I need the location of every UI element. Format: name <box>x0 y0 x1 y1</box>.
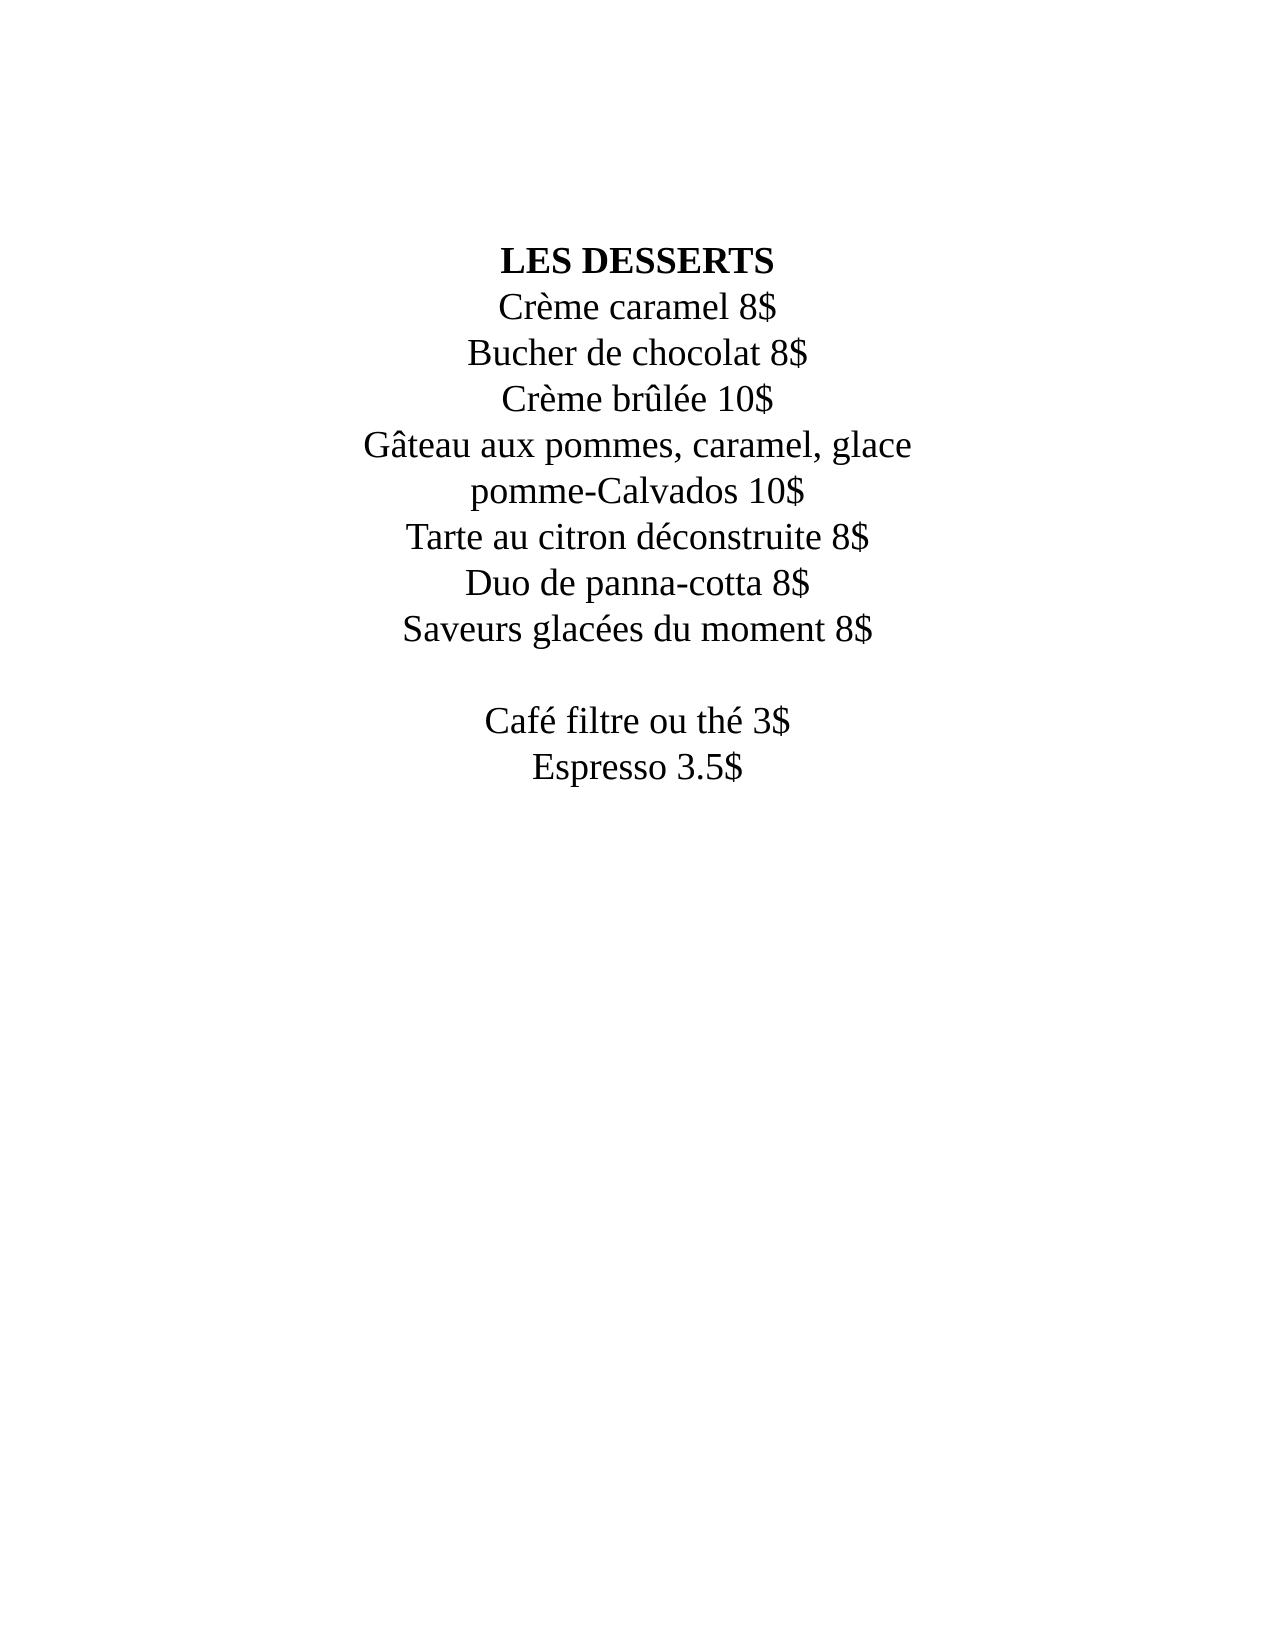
dessert-item: Gâteau aux pommes, caramel, glace <box>363 424 912 466</box>
dessert-item: Duo de panna-cotta 8$ <box>464 562 811 604</box>
dessert-item: Crème caramel 8$ <box>498 286 777 328</box>
dessert-item: Tarte au citron déconstruite 8$ <box>405 516 870 558</box>
dessert-item-continued: pomme-Calvados 10$ <box>470 470 805 512</box>
dessert-menu <box>0 238 1275 790</box>
drink-item: Café filtre ou thé 3$ <box>484 700 791 742</box>
dessert-item: Crème brûlée 10$ <box>501 378 774 420</box>
section-spacer <box>0 652 1275 698</box>
drink-item: Espresso 3.5$ <box>531 746 744 788</box>
dessert-item: Saveurs glacées du moment 8$ <box>402 608 873 650</box>
menu-title: LES DESSERTS <box>500 240 775 282</box>
dessert-item: Bucher de chocolat 8$ <box>467 332 808 374</box>
